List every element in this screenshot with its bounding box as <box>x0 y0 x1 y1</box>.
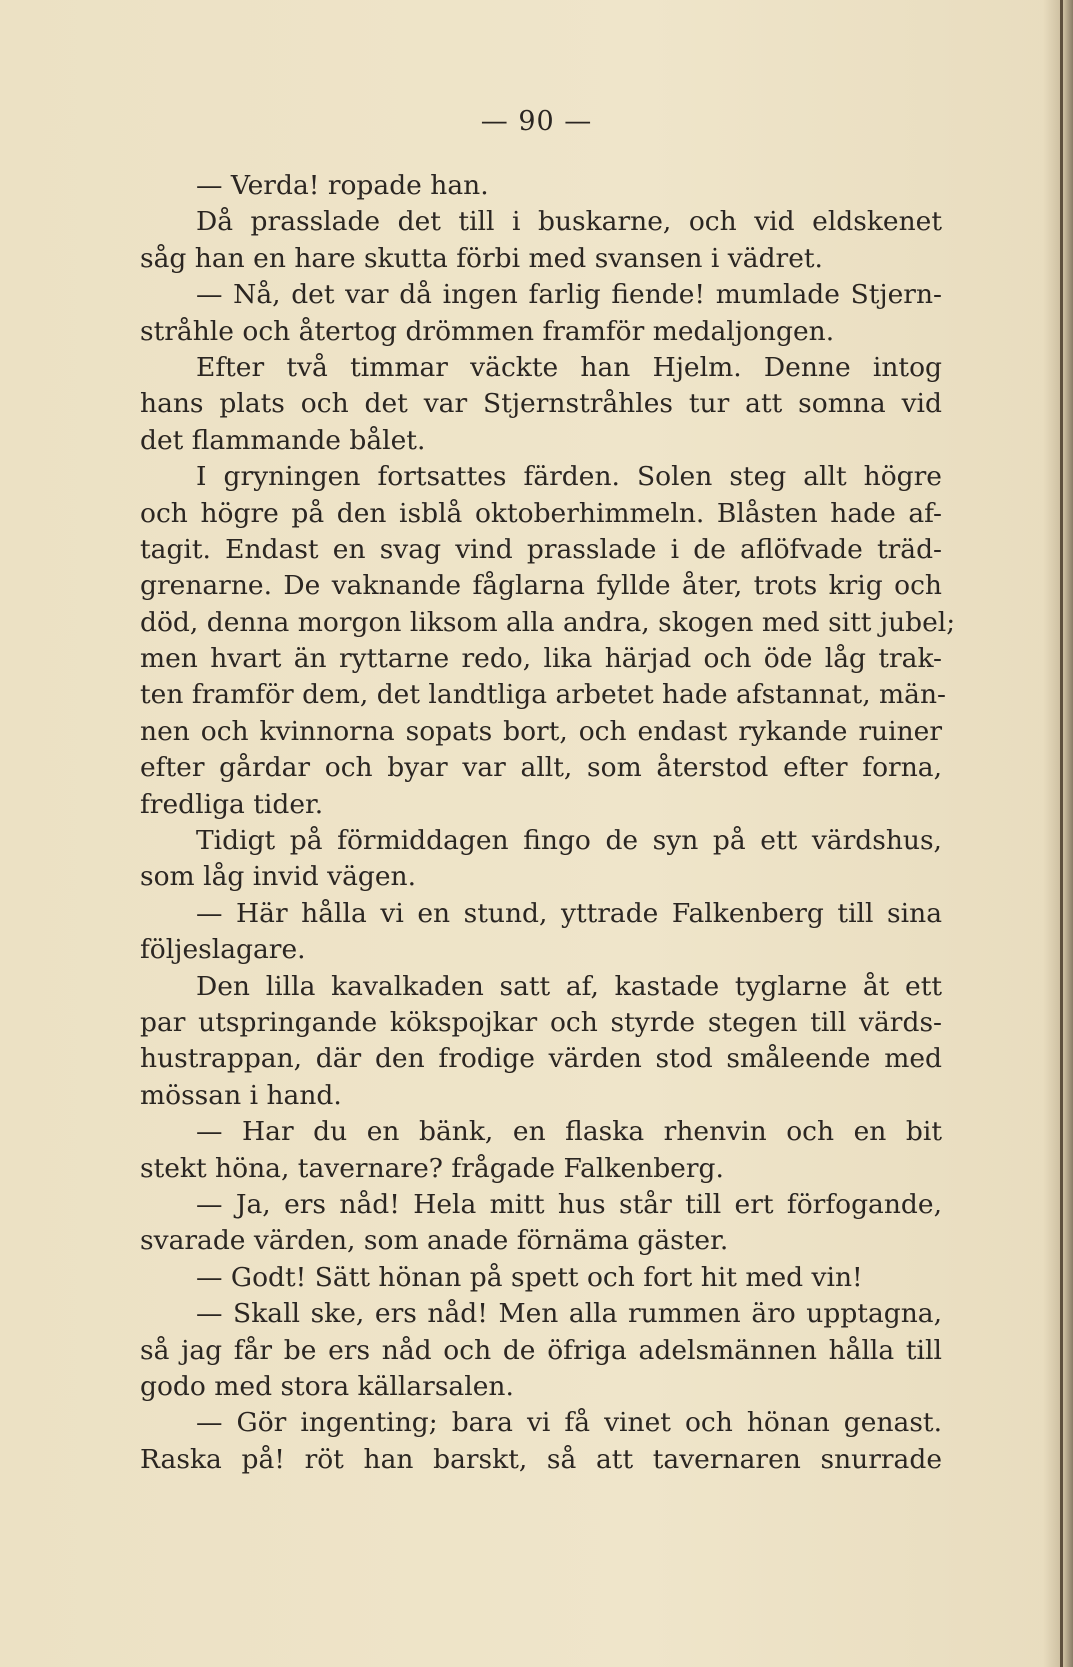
text-line: stekt höna, tavernare? frågade Falkenberg. <box>140 1152 724 1184</box>
text-line: — Nå, det var då ingen farlig fiende! mumlade Stjern- <box>196 279 942 311</box>
text-line: så jag får be ers nåd och de öfriga adelsmännen hålla till <box>140 1334 942 1366</box>
text-line: som låg invid vägen. <box>140 861 417 893</box>
text-line: — Godt! Sätt hönan på spett och fort hit med vin! <box>196 1261 863 1293</box>
text-line: det flammande bålet. <box>140 424 426 456</box>
text-line: Raska på! röt han barskt, så att tavernaren snurrade <box>140 1443 942 1475</box>
text-line: — Gör ingenting; bara vi få vinet och hönan genast. <box>196 1407 942 1439</box>
body-text <box>140 168 956 1478</box>
text-line: Då prasslade det till i buskarne, och vid eldskenet <box>196 206 942 238</box>
text-line: I gryningen fortsattes färden. Solen steg allt högre <box>196 461 942 493</box>
text-line: såg han en hare skutta förbi med svansen i vädret. <box>140 242 823 274</box>
text-line: tagit. Endast en svag vind prasslade i de aflöfvade träd- <box>140 533 942 565</box>
text-line: svarade värden, som anade förnäma gäster. <box>140 1225 729 1257</box>
text-line: — Här hålla vi en stund, yttrade Falkenberg till sina <box>196 897 942 929</box>
text-line: grenarne. De vaknande fåglarna fyllde åter, trots krig och <box>140 570 942 602</box>
binding-edge <box>1060 0 1063 1667</box>
text-line: och högre på den isblå oktoberhimmeln. Blåsten hade af- <box>140 497 942 529</box>
text-line: efter gårdar och byar var allt, som återstod efter forna, <box>140 752 942 784</box>
text-line: — Skall ske, ers nåd! Men alla rummen äro upptagna, <box>196 1298 942 1330</box>
page-number: — 90 — <box>480 106 593 137</box>
text-line: — Verda! ropade han. <box>196 170 489 201</box>
text-line: godo med stora källarsalen. <box>140 1370 514 1402</box>
text-line: — Ja, ers nåd! Hela mitt hus står till ert förfogande, <box>196 1188 942 1220</box>
binding-shadow <box>1043 0 1073 1667</box>
text-line: fredliga tider. <box>140 788 324 820</box>
text-line: stråhle och återtog drömmen framför medaljongen. <box>140 315 835 347</box>
text-line: nen och kvinnorna sopats bort, och endast rykande ruiner <box>140 715 942 747</box>
text-line: död, denna morgon liksom alla andra, skogen med sitt jubel; <box>140 606 956 638</box>
text-line: följeslagare. <box>140 934 306 966</box>
text-line: ten framför dem, det landtliga arbetet hade afstannat, män- <box>140 679 946 711</box>
text-line: men hvart än ryttarne redo, lika härjad och öde låg trak- <box>140 643 942 675</box>
text-line: mössan i hand. <box>140 1079 342 1111</box>
text-line: hustrappan, där den frodige värden stod småleende med <box>140 1043 942 1075</box>
text-line: Den lilla kavalkaden satt af, kastade tyglarne åt ett <box>196 970 942 1002</box>
text-line: hans plats och det var Stjernstråhles tur att somna vid <box>140 388 942 420</box>
text-line: — Har du en bänk, en flaska rhenvin och en bit <box>196 1116 942 1148</box>
text-line: Efter två timmar väckte han Hjelm. Denne intog <box>196 351 942 383</box>
text-line: par utspringande kökspojkar och styrde stegen till värds- <box>140 1006 942 1038</box>
text-line: Tidigt på förmiddagen fingo de syn på ett värdshus, <box>196 825 942 857</box>
